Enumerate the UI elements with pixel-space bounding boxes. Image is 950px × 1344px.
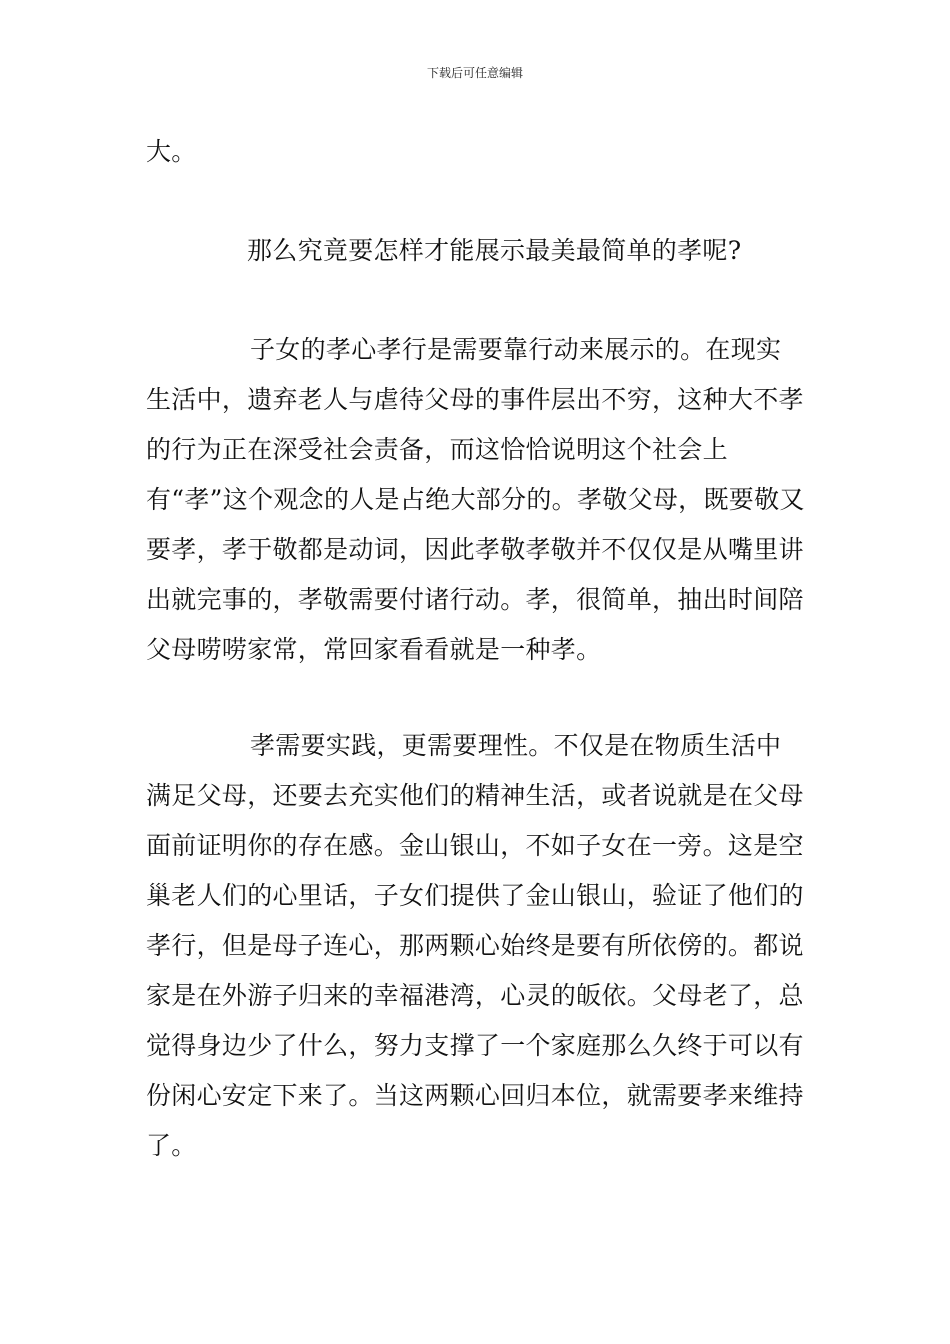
paragraph-filial-practice: 孝需要实践，更需要理性。不仅是在物质生活中满足父母，还要去充实他们的精神生活，或者说就是在父母面前证明你的存在感。金山银山，不如子女在一旁。这是空巢老人们的心里话，子女们提供了金山银山，验证了他们的孝行，但是母子连心，那两颗心始终是要有所依傍的。都说家是在外游子归来的幸福港湾，心灵的皈依。父母老了，总觉得身边少了什么，努力支撑了一个家庭那么久终于可以有份闲心安定下来了。当这两颗心回归本位，就需要孝来维持了。 <box>146 731 804 1160</box>
paragraph-continuation: 大。 <box>146 137 197 166</box>
paragraph-filial-action: 子女的孝心孝行是需要靠行动来展示的。在现实生活中，遗弃老人与虐待父母的事件层出不穷，这种大不孝的行为正在深受社会责备，而这恰恰说明这个社会上有“孝”这个观念的人是占绝大部分的。孝敬父母，既要敬又要孝，孝于敬都是动词，因此孝敬孝敬并不仅仅是从嘴里讲出就完事的，孝敬需要付诸行动。孝，很简单，抽出时间陪父母唠唠家常，常回家看看就是一种孝。 <box>146 335 805 664</box>
paragraph-question: 那么究竟要怎样才能展示最美最简单的孝呢? <box>247 236 742 265</box>
page-header: 下载后可任意编辑 <box>426 66 523 80</box>
